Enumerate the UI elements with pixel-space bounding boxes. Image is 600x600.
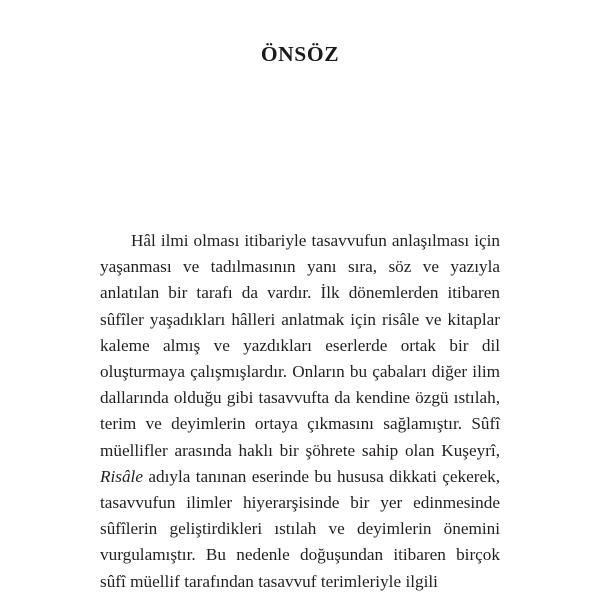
paragraph-text-before-work-title: Hâl ilmi olması itibariyle tasavvufun anlaşılması için yaşanması ve tadılmasının yanı sıra, söz ve yazıyla anlatılan bir tarafı da vardır. İlk dönemlerden itibaren sûfîler yaşadıkları hâlleri anlatmak için risâle ve kitaplar kaleme almış ve yazdıkları eserlerde ortak bir dil oluşturmaya çalışmışlardır. Onların bu çabaları diğer ilim dallarında olduğu gibi tasavvufta da kendine özgü ıstılah, terim ve deyimlerin ortaya çıkmasını sağlamıştır. Sûfî müellifler arasında haklı bir şöhrete sahip olan Kuşeyrî, xyxy=(100,231,500,460)
page-title: ÖNSÖZ xyxy=(260,42,340,67)
body-text-block xyxy=(100,228,500,595)
preface-paragraph xyxy=(100,228,500,595)
work-title-risale: Risâle xyxy=(100,466,143,486)
paragraph-text-after-work-title: adıyla tanınan eserinde bu hususa dikkati çekerek, tasavvufun ilimler hiyerarşisinde bir yer edinmesinde sûfîlerin geliştirdikleri ıstılah ve deyimlerin önemini vurgulamıştır. Bu nedenle doğuşundan itibaren birçok sûfî müellif tarafından tasavvuf terimleriyle ilgili xyxy=(100,466,500,591)
